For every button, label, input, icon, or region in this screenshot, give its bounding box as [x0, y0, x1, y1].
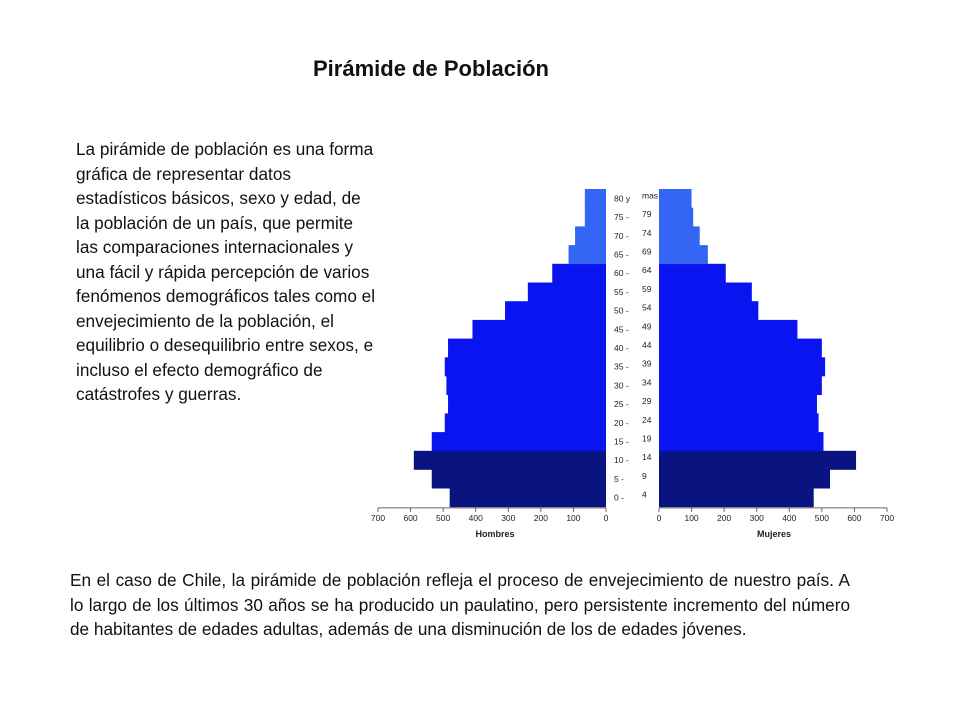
- bar-mujeres: [659, 470, 830, 489]
- bar-mujeres: [659, 320, 797, 339]
- slide-title: Pirámide de Población: [313, 56, 549, 81]
- tick-label-mujeres: 100: [684, 512, 699, 523]
- bar-hombres: [414, 451, 606, 470]
- intro-line: fenómenos demográficos tales como el: [76, 286, 376, 306]
- age-label-lower: 15 -: [614, 436, 629, 447]
- age-label-lower: 70 -: [614, 230, 629, 241]
- bar-hombres: [446, 376, 606, 395]
- intro-line: estadísticos básicos, sexo y edad, de: [76, 188, 361, 208]
- axis-title-hombres: Hombres: [475, 528, 515, 539]
- age-label-lower: 0 -: [614, 492, 624, 503]
- age-label-lower: 30 -: [614, 380, 629, 391]
- age-label-lower: 45 -: [614, 324, 629, 335]
- bar-mujeres: [659, 395, 817, 414]
- age-label-upper: 69: [642, 246, 652, 257]
- intro-line: gráfica de representar datos: [76, 163, 291, 184]
- age-label-lower: 25 -: [614, 399, 629, 410]
- tick-label-hombres: 200: [533, 512, 548, 523]
- age-label-lower: 65 -: [614, 249, 629, 260]
- bar-mujeres: [659, 208, 693, 227]
- bar-hombres: [445, 357, 606, 376]
- age-label-lower: 60 -: [614, 268, 629, 279]
- intro-line: equilibrio o desequilibrio entre sexos, e: [76, 335, 374, 355]
- bar-mujeres: [659, 413, 819, 432]
- age-label-lower: 75 -: [614, 212, 629, 223]
- age-label-upper: 59: [642, 283, 652, 294]
- bar-mujeres: [659, 189, 692, 208]
- age-label-upper: 19: [642, 433, 652, 444]
- intro-line: incluso el efecto demográfico de: [76, 359, 323, 380]
- age-label-lower: 35 -: [614, 361, 629, 372]
- axis-title-mujeres: Mujeres: [756, 528, 792, 539]
- bar-mujeres: [659, 226, 700, 245]
- intro-line: catástrofes y guerras.: [76, 384, 242, 404]
- bar-hombres: [552, 264, 606, 283]
- bar-hombres: [432, 432, 606, 451]
- age-label-upper: 54: [642, 302, 652, 313]
- age-label-lower: 40 -: [614, 342, 629, 353]
- intro-line: envejecimiento de la población, el: [76, 310, 334, 331]
- bar-hombres: [569, 245, 606, 264]
- tick-label-hombres: 300: [501, 512, 516, 523]
- age-label-upper: 29: [642, 396, 652, 407]
- intro-line: una fácil y rápida percepción de varios: [76, 261, 370, 282]
- bar-hombres: [528, 283, 606, 302]
- bar-hombres: [432, 470, 606, 489]
- bar-hombres: [445, 413, 606, 432]
- tick-label-mujeres: 700: [879, 512, 895, 523]
- age-label-upper: 74: [642, 227, 652, 238]
- tick-label-mujeres: 500: [814, 512, 829, 523]
- summary-paragraph: En el caso de Chile, la pirámide de población refleja el proceso de envejecimiento de nuestro país. A lo largo de los últimos 30 años se ha producido un paulatino, pero persistente incremento del número de habitantes de edades adultas, además de una disminución de los de edades jóvenes.: [70, 570, 850, 639]
- bar-mujeres: [659, 432, 823, 451]
- tick-label-mujeres: 400: [782, 512, 797, 523]
- age-label-upper: 79: [642, 209, 652, 220]
- bar-hombres: [575, 226, 606, 245]
- tick-label-hombres: 0: [603, 512, 609, 523]
- bar-hombres: [585, 189, 606, 208]
- intro-line: la población de un país, que permite: [76, 212, 354, 233]
- tick-label-hombres: 400: [468, 512, 483, 523]
- bar-mujeres: [659, 451, 856, 470]
- age-label-upper: 49: [642, 321, 652, 332]
- age-label-upper: 44: [642, 339, 652, 350]
- bar-hombres: [472, 320, 606, 339]
- bar-mujeres: [659, 283, 752, 302]
- age-label-lower: 20 -: [614, 417, 629, 428]
- age-label-lower: 10 -: [614, 455, 629, 466]
- bar-hombres: [585, 208, 606, 227]
- bar-mujeres: [659, 264, 726, 283]
- age-label-upper: 64: [642, 265, 652, 276]
- tick-label-hombres: 600: [403, 512, 418, 523]
- bar-mujeres: [659, 488, 814, 507]
- age-label-upper: 24: [642, 414, 652, 425]
- bar-mujeres: [659, 339, 822, 358]
- age-label-upper: mas: [642, 190, 659, 201]
- tick-label-hombres: 100: [566, 512, 581, 523]
- age-label-upper: 14: [642, 452, 652, 463]
- tick-label-hombres: 700: [370, 512, 386, 523]
- tick-label-mujeres: 300: [749, 512, 764, 523]
- bar-mujeres: [659, 245, 708, 264]
- bar-mujeres: [659, 301, 758, 320]
- age-label-lower: 55 -: [614, 286, 629, 297]
- age-label-lower: 80 y: [614, 193, 631, 204]
- intro-line: las comparaciones internacionales y: [76, 237, 354, 257]
- bar-hombres: [448, 395, 606, 414]
- tick-label-mujeres: 200: [717, 512, 732, 523]
- bar-hombres: [448, 339, 606, 358]
- tick-label-mujeres: 600: [847, 512, 862, 523]
- age-label-upper: 9: [642, 470, 647, 481]
- age-label-upper: 34: [642, 377, 652, 388]
- tick-label-hombres: 500: [436, 512, 451, 523]
- bar-hombres: [505, 301, 606, 320]
- intro-line: La pirámide de población es una forma: [76, 139, 374, 159]
- age-label-upper: 4: [642, 489, 647, 500]
- bar-mujeres: [659, 357, 825, 376]
- bar-mujeres: [659, 376, 822, 395]
- age-label-upper: 39: [642, 358, 652, 369]
- age-label-lower: 5 -: [614, 473, 624, 484]
- age-label-lower: 50 -: [614, 305, 629, 316]
- bar-hombres: [450, 488, 606, 507]
- tick-label-mujeres: 0: [656, 512, 662, 523]
